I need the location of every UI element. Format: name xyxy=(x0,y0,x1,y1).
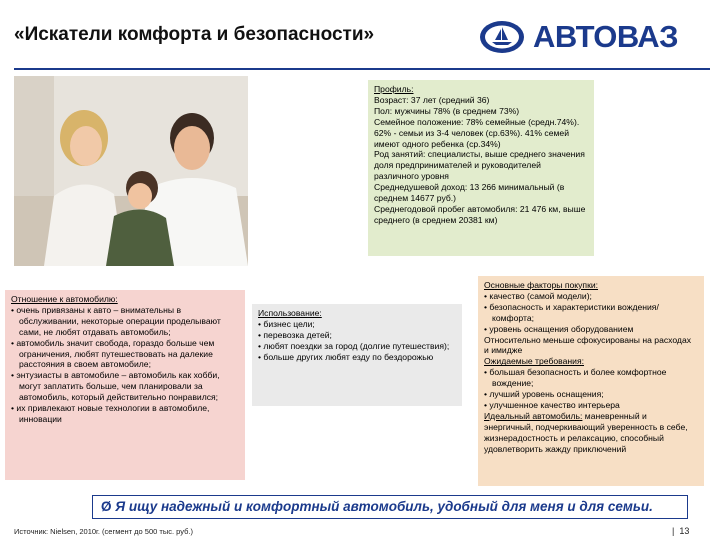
list-item: • лучший уровень оснащения; xyxy=(484,389,604,400)
attitude-box xyxy=(5,290,245,480)
list-item: • их привлекают новые технологии в автомобиле, инновации xyxy=(11,403,210,424)
brand-logo xyxy=(478,18,710,56)
profile-line: Среднедушевой доход: 13 266 минимальный (в среднем 14677 руб.) xyxy=(374,182,565,204)
family-photo xyxy=(14,76,248,266)
list-item: • энтузиасты в автомобиле – автомобиль как хобби, могут заплатить больше, чем планировали за автомобиль, который действительно понравился; xyxy=(11,370,220,403)
less-focused-note: Относительно меньше сфокусированы на расходах и имидже xyxy=(484,334,692,356)
profile-line: 62% - семьи из 3-4 человек (ср.63%). 41% семей имеют одного ребенка (ср.34%) xyxy=(374,127,569,149)
family-photo-icon xyxy=(14,76,248,266)
list-item: • улучшенное качество интерьера xyxy=(484,399,620,410)
profile-line: Пол: мужчины 78% (в среднем 73%) xyxy=(374,105,520,116)
arrow-bullet-icon: Ø xyxy=(101,499,112,514)
profile-line: Род занятий: специалисты, выше среднего значения доля предпринимателей и руководителей различного уровня xyxy=(374,149,585,182)
list-item: • больше других любят езду по бездорожью xyxy=(258,351,434,362)
brand-name: АВТОВАЗ xyxy=(533,19,679,54)
lada-boat-icon xyxy=(478,18,526,56)
page-number xyxy=(672,526,689,536)
usage-heading: Использование: xyxy=(258,308,322,318)
expectations-heading: Ожидаемые требования: xyxy=(484,356,584,367)
page-title: «Искатели комфорта и безопасности» xyxy=(14,24,375,45)
ideal-car-paragraph xyxy=(484,411,698,455)
profile-box xyxy=(368,80,594,256)
list-item: • перевозка детей; xyxy=(258,329,332,340)
source-note: Источник: Nielsen, 2010г. (сегмент до 500 тыс. руб.) xyxy=(14,527,193,536)
quote-text: Я ищу надежный и комфортный автомобиль, удобный для меня и для семьи. xyxy=(115,499,653,514)
ideal-car-label: Идеальный автомобиль: xyxy=(484,410,583,421)
list-item: • качество (самой модели); xyxy=(484,290,592,301)
factors-heading: Основные факторы покупки: xyxy=(484,280,599,290)
key-quote xyxy=(92,495,688,519)
page-divider: | xyxy=(672,526,675,536)
list-item: • безопасность и характеристики вождения/комфорта; xyxy=(484,301,659,323)
header-divider xyxy=(14,68,710,70)
list-item: • очень привязаны к авто – внимательны в обслуживании, некоторые операции проделывают сами, не любят отдавать автомобиль; xyxy=(11,304,221,337)
ideal-car-text: маневренный и энергичный, подчеркивающий уверенность в себе, жизнерадостность и релаксацию, способный удовлетворить жажду приключений xyxy=(484,410,688,454)
usage-box xyxy=(252,304,462,406)
attitude-heading: Отношение к автомобилю: xyxy=(11,294,118,304)
list-item: • бизнес цели; xyxy=(258,318,315,329)
profile-line: Семейное положение: 78% семейные (средн.74%). xyxy=(374,116,580,127)
purchase-factors-box xyxy=(478,276,704,486)
profile-line: Среднегодовой пробег автомобиля: 21 476 км, выше среднего (в среднем 20381 км) xyxy=(374,203,586,225)
profile-heading: Профиль: xyxy=(374,84,414,94)
page-number-value: 13 xyxy=(679,526,690,536)
list-item: • уровень оснащения оборудованием xyxy=(484,323,634,334)
list-item: • любят поездки за город (долгие путешествия); xyxy=(258,340,450,351)
profile-line: Возраст: 37 лет (средний 36) xyxy=(374,94,490,105)
list-item: • большая безопасность и более комфортное вождение; xyxy=(484,367,667,389)
list-item: • автомобиль значит свобода, гораздо больше чем ограничения, любят путешествовать на далекие расстояния в своем автомобиле; xyxy=(11,337,215,370)
